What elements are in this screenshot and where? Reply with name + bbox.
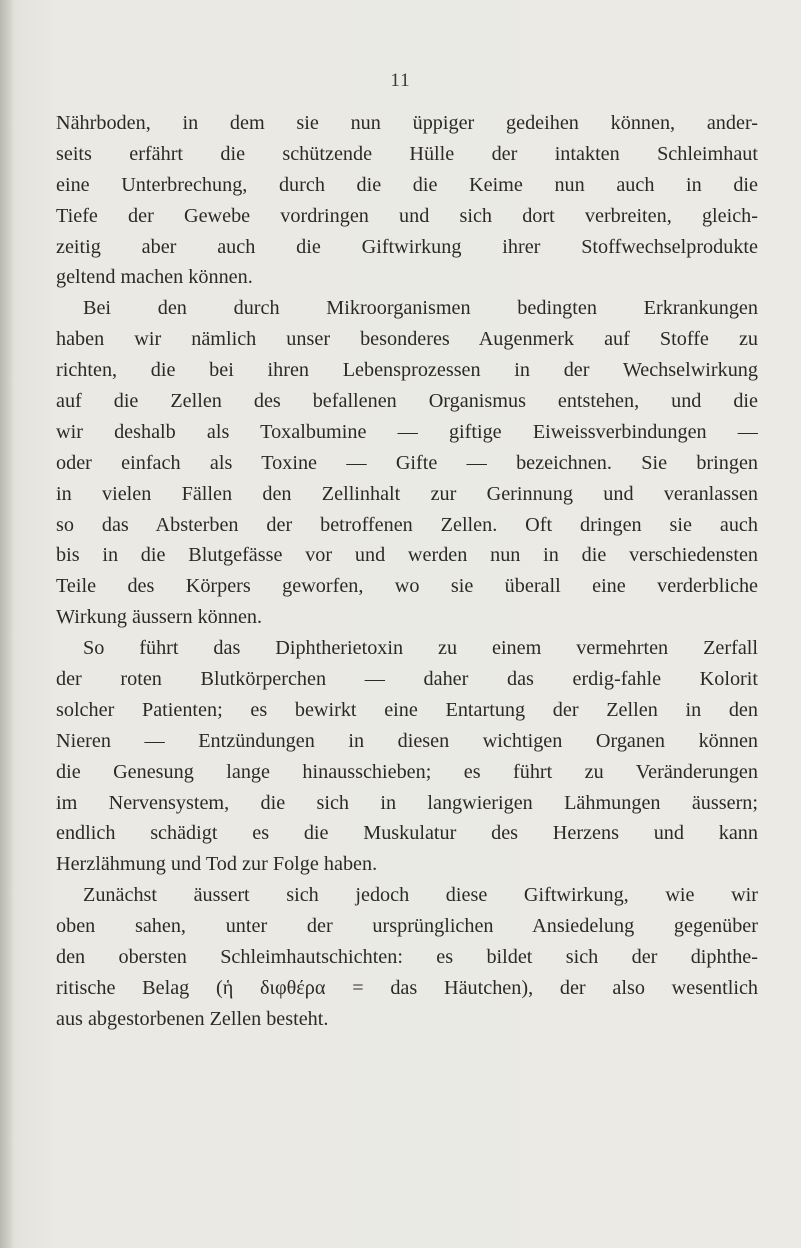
text-line: Nährboden, in dem sie nun üppiger gedeihen können, ander- bbox=[56, 112, 758, 134]
text-line: geltend machen können. bbox=[56, 266, 253, 289]
text-line: Nieren — Entzündungen in diesen wichtigen Organen können bbox=[56, 729, 758, 752]
text-line: So führt das Diphtherietoxin zu einem vermehrten Zerfall bbox=[83, 637, 758, 660]
text-line: oder einfach als Toxine — Gifte — bezeichnen. Sie bringen bbox=[56, 451, 758, 474]
text-line: den obersten Schleimhautschichten: es bildet sich der diphthe- bbox=[56, 946, 758, 969]
binding-shadow bbox=[0, 0, 14, 1248]
text-line: zeitig aber auch die Giftwirkung ihrer Stoffwechselprodukte bbox=[56, 235, 758, 258]
text-line: solcher Patienten; es bewirkt eine Entartung der Zellen in den bbox=[56, 698, 758, 721]
text-line: endlich schädigt es die Muskulatur des Herzens und kann bbox=[56, 822, 758, 845]
text-line: richten, die bei ihren Lebensprozessen in der Wechselwirkung bbox=[56, 359, 758, 382]
text-line: der roten Blutkörperchen — daher das erdig-fahle Kolorit bbox=[56, 668, 758, 691]
text-line: auf die Zellen des befallenen Organismus entstehen, und die bbox=[56, 390, 758, 413]
text-line: bis in die Blutgefässe vor und werden nun in die verschiedensten bbox=[56, 544, 758, 567]
text-line: aus abgestorbenen Zellen besteht. bbox=[56, 1007, 329, 1030]
text-line: ritische Belag (ἡ διφθέρα = das Häutchen), der also wesentlich bbox=[56, 976, 758, 999]
text-line: Zunächst äussert sich jedoch diese Giftwirkung, wie wir bbox=[83, 884, 758, 907]
text-line: Bei den durch Mikroorganismen bedingten Erkrankungen bbox=[83, 297, 758, 320]
text-line: haben wir nämlich unser besonderes Augenmerk auf Stoffe zu bbox=[56, 328, 758, 351]
text-line: so das Absterben der betroffenen Zellen. Oft dringen sie auch bbox=[56, 513, 758, 536]
text-line: Tiefe der Gewebe vordringen und sich dort verbreiten, gleich- bbox=[56, 204, 758, 227]
text-line: eine Unterbrechung, durch die die Keime nun auch in die bbox=[56, 173, 758, 196]
text-line: im Nervensystem, die sich in langwierigen Lähmungen äussern; bbox=[56, 791, 758, 814]
text-line: die Genesung lange hinausschieben; es führt zu Veränderungen bbox=[56, 760, 758, 783]
body-text bbox=[56, 108, 758, 1035]
text-line: Herzlähmung und Tod zur Folge haben. bbox=[56, 853, 378, 876]
text-line: in vielen Fällen den Zellinhalt zur Gerinnung und veranlassen bbox=[56, 482, 758, 505]
text-line: Wirkung äussern können. bbox=[56, 606, 263, 629]
page-number: 11 bbox=[390, 70, 411, 91]
text-line: seits erfährt die schützende Hülle der intakten Schleimhaut bbox=[56, 142, 758, 165]
text-line: oben sahen, unter der ursprünglichen Ansiedelung gegenüber bbox=[56, 915, 758, 938]
text-line: wir deshalb als Toxalbumine — giftige Eiweissverbindungen — bbox=[56, 420, 758, 443]
text-line: Teile des Körpers geworfen, wo sie überall eine verderbliche bbox=[56, 575, 758, 598]
